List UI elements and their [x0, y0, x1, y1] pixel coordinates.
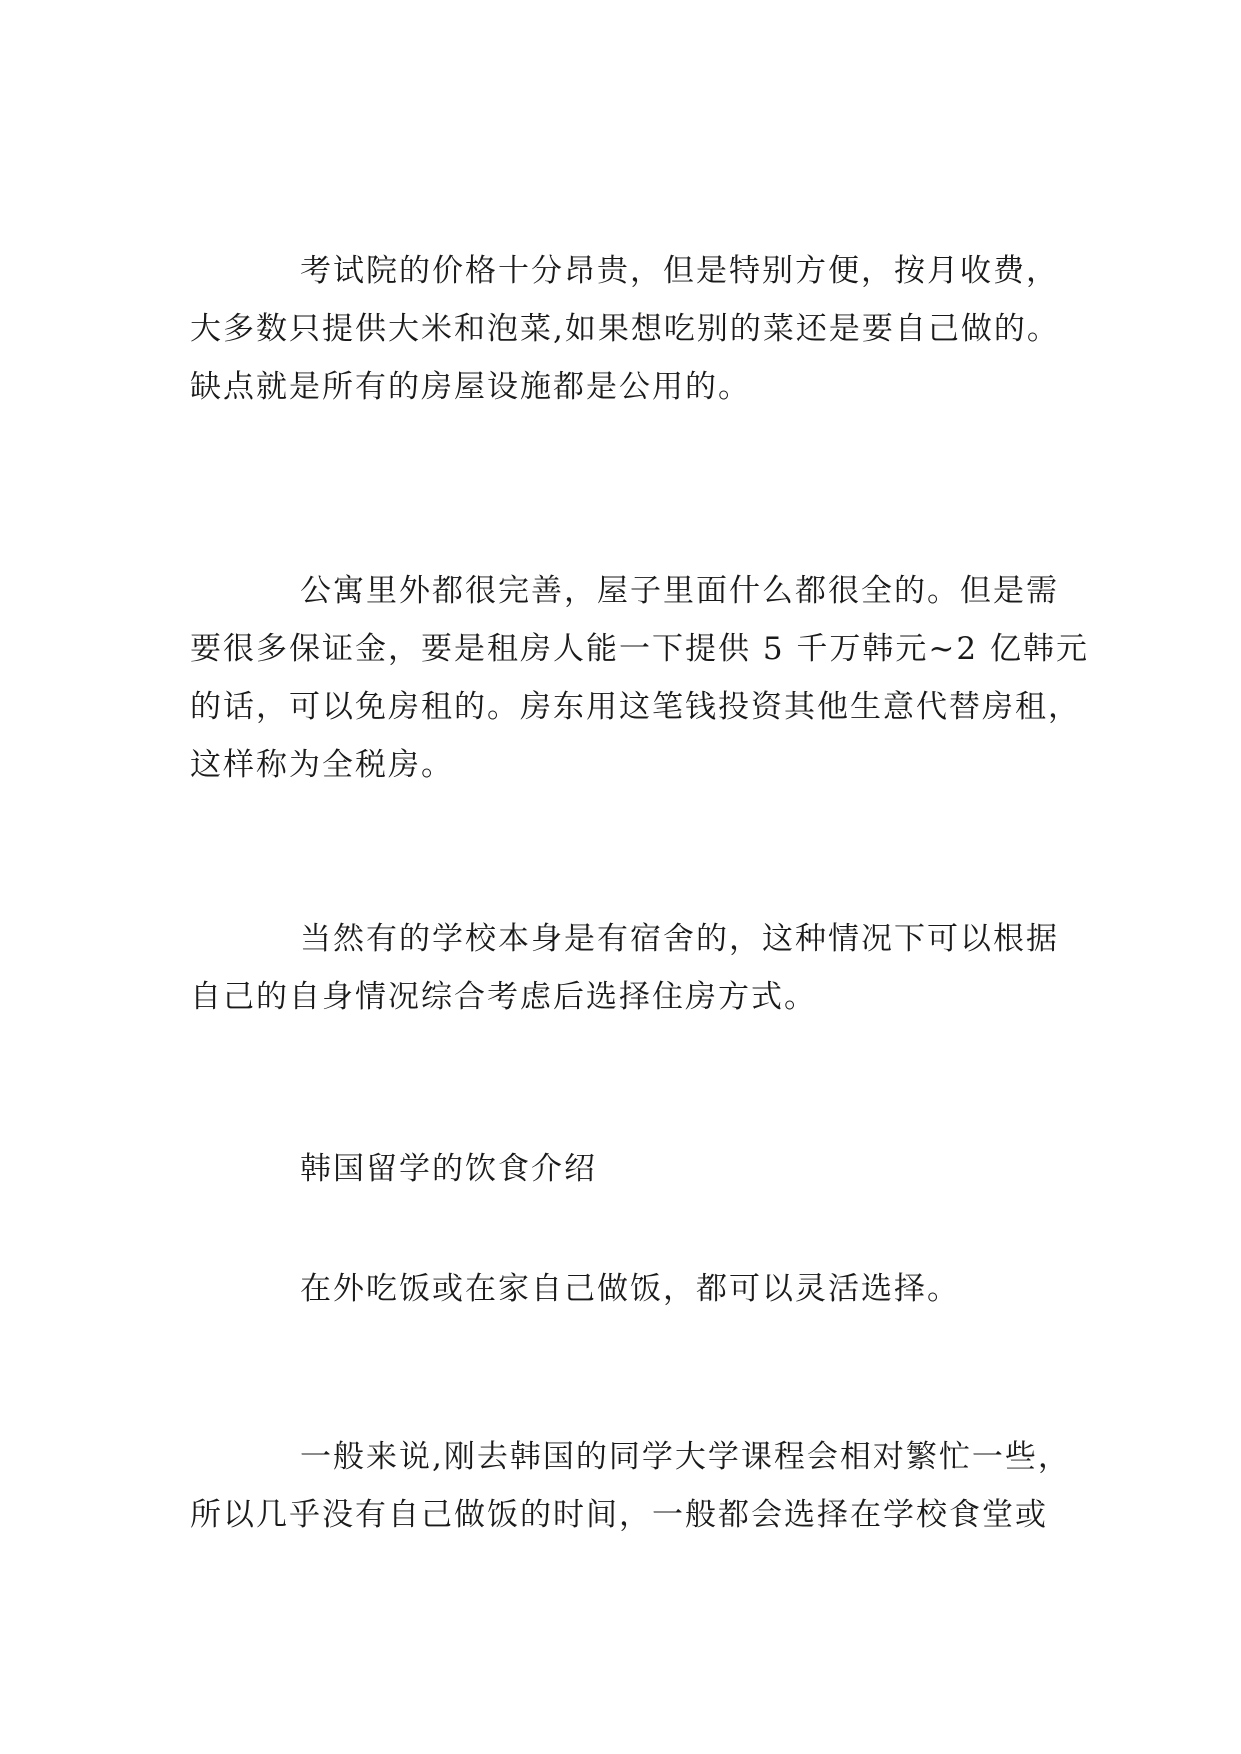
paragraph-line: 缺点就是所有的房屋设施都是公用的。 — [190, 369, 751, 405]
paragraph-busy-schedule — [190, 1428, 1070, 1544]
paragraph-apartment — [190, 562, 1089, 794]
paragraph-dormitory — [190, 910, 1070, 1026]
section-heading — [190, 1140, 1070, 1198]
paragraph-line: 大多数只提供大米和泡菜,如果想吃别的菜还是要自己做的。 — [190, 311, 1060, 347]
paragraph-line: 要很多保证金，要是租房人能一下提供 5 千万韩元~2 亿韩元 — [190, 631, 1089, 667]
paragraph-dining-choice — [190, 1260, 1070, 1318]
paragraph-line: 考试院的价格十分昂贵，但是特别方便，按月收费， — [300, 253, 1059, 289]
paragraph-line: 一般来说,刚去韩国的同学大学课程会相对繁忙一些， — [300, 1439, 1071, 1475]
paragraph-line: 当然有的学校本身是有宿舍的，这种情况下可以根据 — [300, 921, 1059, 957]
paragraph-line: 公寓里外都很完善，屋子里面什么都很全的。但是需 — [300, 573, 1059, 609]
section-heading-text: 韩国留学的饮食介绍 — [300, 1151, 597, 1187]
paragraph-line: 的话，可以免房租的。房东用这笔钱投资其他生意代替房租， — [190, 689, 1081, 725]
paragraph-line: 所以几乎没有自己做饭的时间，一般都会选择在学校食堂或 — [190, 1497, 1048, 1533]
paragraph-exam-house — [190, 242, 1070, 416]
paragraph-line: 在外吃饭或在家自己做饭，都可以灵活选择。 — [300, 1271, 960, 1307]
paragraph-line: 这样称为全税房。 — [190, 747, 454, 783]
paragraph-line: 自己的自身情况综合考虑后选择住房方式。 — [190, 979, 817, 1015]
